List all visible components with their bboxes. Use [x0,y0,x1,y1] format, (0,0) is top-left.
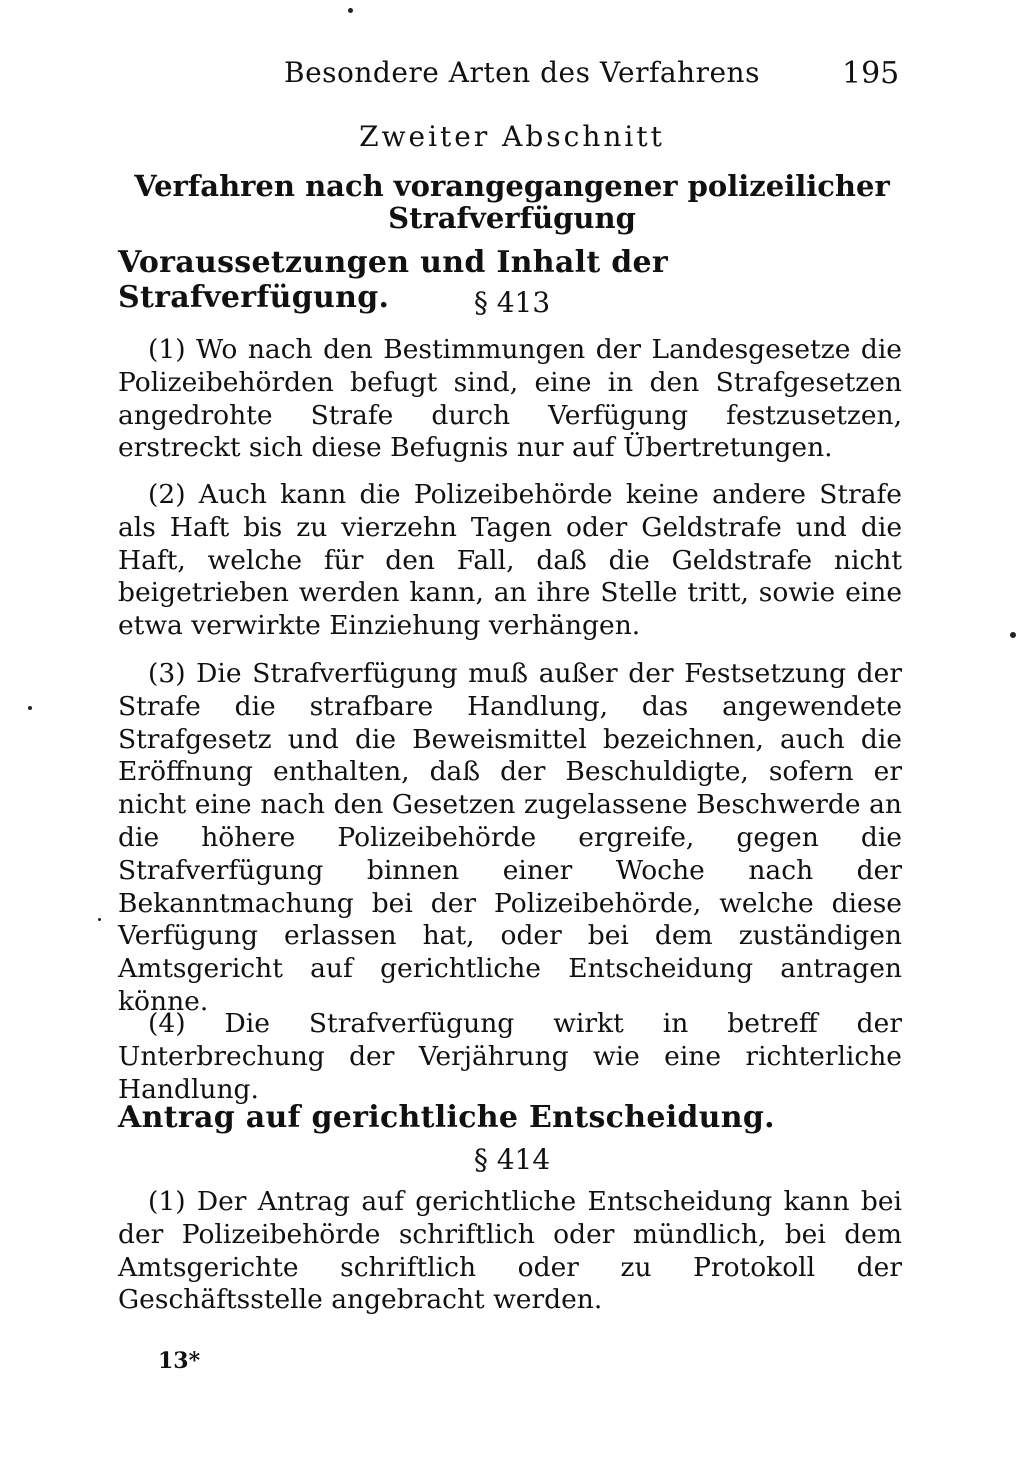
section-label: Zweiter Abschnitt [359,120,665,153]
chapter-title [0,170,1024,234]
paragraph-413-1: (1) Wo nach den Bestimmungen der Landesgesetze die Polizeibehörden befugt sind, eine in den Strafgesetzen angedrohte Strafe durch Verfügung festzusetzen, erstreckt sich diese Befugnis nur auf Übertretungen. [118,334,902,464]
scan-speck [98,918,101,921]
chapter-title-line-2: Strafverfügung [388,201,636,235]
chapter-title-line-1: Verfahren nach vorangegangener polizeilicher [134,169,890,203]
paragraph-413-4: (4) Die Strafverfügung wirkt in betreff der Unterbrechung der Verjährung wie eine richterliche Handlung. [118,1008,902,1105]
running-head: Besondere Arten des Verfahrens [284,56,760,89]
paragraph-414-1: (1) Der Antrag auf gerichtliche Entscheidung kann bei der Polizeibehörde schriftlich oder mündlich, bei dem Amtsgerichte schriftlich oder zu Protokoll der Geschäftsstelle angebracht werden. [118,1186,902,1316]
paragraph-413-3: (3) Die Strafverfügung muß außer der Festsetzung der Strafe die strafbare Handlung, das angewendete Strafgesetz und die Beweismittel bezeichnen, auch die Eröffnung enthalten, daß der Beschuldigte, sofern er nicht eine nach den Gesetzen zugelassene Beschwerde an die höhere Polizeibehörde ergreife, gegen die Strafverfügung binnen einer Woche nach der Bekanntmachung bei der Polizeibehörde, welche diese Verfügung erlassen hat, oder bei dem zuständigen Amtsgericht auf gerichtliche Entscheidung antragen könne. [118,658,902,1017]
paragraph-413-2: (2) Auch kann die Polizeibehörde keine andere Strafe als Haft bis zu vierzehn Tagen oder Geldstrafe und die Haft, welche für den Fall, daß die Geldstrafe nicht beigetrieben werden kann, an ihre Stelle tritt, sowie eine etwa verwirkte Einziehung verhängen. [118,479,902,642]
scan-speck [348,8,353,13]
paragraph-mark-414: § 414 [473,1143,551,1176]
heading-section-413: Voraussetzungen und Inhalt der Strafverfügung. [118,245,668,315]
heading-section-414: Antrag auf gerichtliche Entscheidung. [118,1100,775,1135]
page-number: 195 [842,56,900,91]
scan-speck [1010,632,1016,638]
scan-speck [28,706,32,710]
signature-mark: 13* [158,1348,201,1374]
paragraph-mark-413: § 413 [473,286,551,319]
